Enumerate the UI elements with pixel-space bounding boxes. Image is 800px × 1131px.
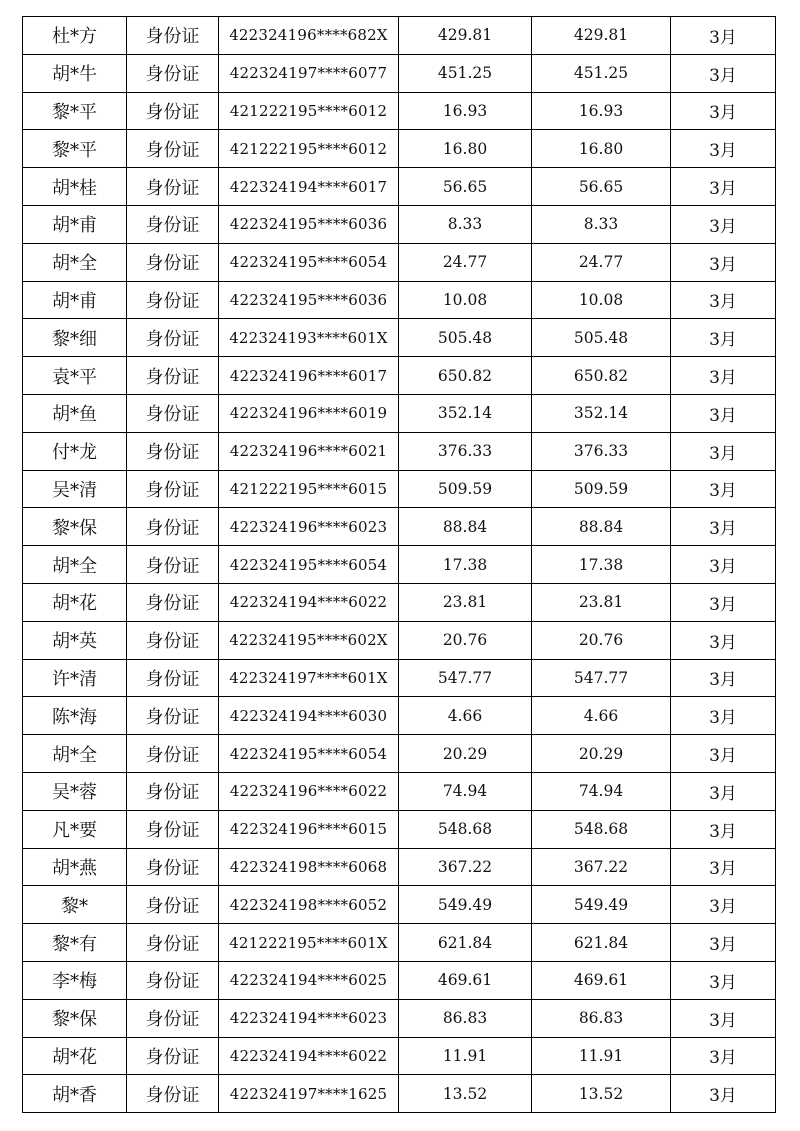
name-cell: 黎*细: [23, 319, 127, 357]
id-type-cell: 身份证: [127, 470, 219, 508]
paid-amount-cell: 17.38: [532, 546, 671, 584]
id-type-cell: 身份证: [127, 130, 219, 168]
paid-amount-cell: 86.83: [532, 999, 671, 1037]
amount-cell: 10.08: [399, 281, 532, 319]
month-cell: 3月: [671, 508, 776, 546]
name-cell: 凡*要: [23, 810, 127, 848]
month-cell: 3月: [671, 659, 776, 697]
id-number-cell: 422324196****6015: [219, 810, 399, 848]
id-number-cell: 421222195****6015: [219, 470, 399, 508]
amount-cell: 17.38: [399, 546, 532, 584]
month-cell: 3月: [671, 243, 776, 281]
id-type-cell: 身份证: [127, 621, 219, 659]
name-cell: 李*梅: [23, 961, 127, 999]
paid-amount-cell: 20.29: [532, 735, 671, 773]
month-cell: 3月: [671, 394, 776, 432]
paid-amount-cell: 549.49: [532, 886, 671, 924]
id-type-cell: 身份证: [127, 999, 219, 1037]
id-type-cell: 身份证: [127, 54, 219, 92]
id-type-cell: 身份证: [127, 319, 219, 357]
id-type-cell: 身份证: [127, 243, 219, 281]
paid-amount-cell: 621.84: [532, 924, 671, 962]
subsidy-table-page: [22, 16, 775, 1113]
id-number-cell: 421222195****6012: [219, 130, 399, 168]
paid-amount-cell: 8.33: [532, 205, 671, 243]
name-cell: 袁*平: [23, 357, 127, 395]
id-number-cell: 422324196****682X: [219, 17, 399, 55]
amount-cell: 20.76: [399, 621, 532, 659]
table-row: [23, 583, 776, 621]
name-cell: 黎*平: [23, 92, 127, 130]
month-cell: 3月: [671, 130, 776, 168]
month-cell: 3月: [671, 999, 776, 1037]
month-cell: 3月: [671, 205, 776, 243]
id-number-cell: 422324195****6054: [219, 243, 399, 281]
id-number-cell: 422324194****6025: [219, 961, 399, 999]
id-number-cell: 422324193****601X: [219, 319, 399, 357]
table-row: [23, 357, 776, 395]
id-number-cell: 422324195****602X: [219, 621, 399, 659]
amount-cell: 352.14: [399, 394, 532, 432]
id-number-cell: 421222195****601X: [219, 924, 399, 962]
amount-cell: 621.84: [399, 924, 532, 962]
id-type-cell: 身份证: [127, 848, 219, 886]
paid-amount-cell: 16.93: [532, 92, 671, 130]
amount-cell: 548.68: [399, 810, 532, 848]
month-cell: 3月: [671, 961, 776, 999]
table-row: [23, 168, 776, 206]
name-cell: 杜*方: [23, 17, 127, 55]
paid-amount-cell: 16.80: [532, 130, 671, 168]
table-row: [23, 470, 776, 508]
amount-cell: 20.29: [399, 735, 532, 773]
month-cell: 3月: [671, 848, 776, 886]
table-row: [23, 848, 776, 886]
id-number-cell: 422324194****6022: [219, 1037, 399, 1075]
amount-cell: 650.82: [399, 357, 532, 395]
id-type-cell: 身份证: [127, 583, 219, 621]
amount-cell: 549.49: [399, 886, 532, 924]
id-number-cell: 422324194****6023: [219, 999, 399, 1037]
name-cell: 陈*海: [23, 697, 127, 735]
amount-cell: 13.52: [399, 1075, 532, 1113]
id-number-cell: 422324196****6022: [219, 772, 399, 810]
amount-cell: 24.77: [399, 243, 532, 281]
month-cell: 3月: [671, 1037, 776, 1075]
id-number-cell: 422324195****6054: [219, 735, 399, 773]
month-cell: 3月: [671, 432, 776, 470]
paid-amount-cell: 429.81: [532, 17, 671, 55]
name-cell: 胡*全: [23, 243, 127, 281]
id-type-cell: 身份证: [127, 1075, 219, 1113]
paid-amount-cell: 376.33: [532, 432, 671, 470]
month-cell: 3月: [671, 583, 776, 621]
id-type-cell: 身份证: [127, 1037, 219, 1075]
amount-cell: 4.66: [399, 697, 532, 735]
amount-cell: 8.33: [399, 205, 532, 243]
table-row: [23, 281, 776, 319]
id-type-cell: 身份证: [127, 735, 219, 773]
name-cell: 黎*保: [23, 999, 127, 1037]
month-cell: 3月: [671, 92, 776, 130]
month-cell: 3月: [671, 924, 776, 962]
amount-cell: 509.59: [399, 470, 532, 508]
paid-amount-cell: 548.68: [532, 810, 671, 848]
paid-amount-cell: 56.65: [532, 168, 671, 206]
table-row: [23, 772, 776, 810]
table-row: [23, 961, 776, 999]
table-row: [23, 1075, 776, 1113]
table-row: [23, 886, 776, 924]
table-row: [23, 394, 776, 432]
paid-amount-cell: 74.94: [532, 772, 671, 810]
amount-cell: 86.83: [399, 999, 532, 1037]
id-type-cell: 身份证: [127, 432, 219, 470]
table-row: [23, 621, 776, 659]
subsidy-table: [22, 16, 776, 1113]
table-row: [23, 546, 776, 584]
name-cell: 胡*英: [23, 621, 127, 659]
table-row: [23, 810, 776, 848]
id-number-cell: 422324197****1625: [219, 1075, 399, 1113]
amount-cell: 11.91: [399, 1037, 532, 1075]
name-cell: 胡*全: [23, 735, 127, 773]
paid-amount-cell: 547.77: [532, 659, 671, 697]
id-type-cell: 身份证: [127, 17, 219, 55]
paid-amount-cell: 10.08: [532, 281, 671, 319]
id-type-cell: 身份证: [127, 394, 219, 432]
amount-cell: 16.80: [399, 130, 532, 168]
paid-amount-cell: 11.91: [532, 1037, 671, 1075]
month-cell: 3月: [671, 886, 776, 924]
month-cell: 3月: [671, 546, 776, 584]
amount-cell: 23.81: [399, 583, 532, 621]
name-cell: 黎*保: [23, 508, 127, 546]
amount-cell: 429.81: [399, 17, 532, 55]
name-cell: 黎*: [23, 886, 127, 924]
id-number-cell: 422324197****601X: [219, 659, 399, 697]
id-type-cell: 身份证: [127, 886, 219, 924]
paid-amount-cell: 20.76: [532, 621, 671, 659]
table-row: [23, 92, 776, 130]
table-row: [23, 130, 776, 168]
table-row: [23, 659, 776, 697]
amount-cell: 74.94: [399, 772, 532, 810]
paid-amount-cell: 505.48: [532, 319, 671, 357]
name-cell: 胡*全: [23, 546, 127, 584]
id-number-cell: 422324197****6077: [219, 54, 399, 92]
paid-amount-cell: 88.84: [532, 508, 671, 546]
name-cell: 胡*香: [23, 1075, 127, 1113]
name-cell: 胡*燕: [23, 848, 127, 886]
table-row: [23, 924, 776, 962]
table-body: [23, 17, 776, 1113]
id-type-cell: 身份证: [127, 546, 219, 584]
table-row: [23, 54, 776, 92]
id-type-cell: 身份证: [127, 168, 219, 206]
name-cell: 胡*牛: [23, 54, 127, 92]
id-number-cell: 422324196****6019: [219, 394, 399, 432]
id-type-cell: 身份证: [127, 697, 219, 735]
paid-amount-cell: 451.25: [532, 54, 671, 92]
month-cell: 3月: [671, 810, 776, 848]
month-cell: 3月: [671, 54, 776, 92]
table-row: [23, 17, 776, 55]
id-number-cell: 422324195****6036: [219, 281, 399, 319]
table-row: [23, 205, 776, 243]
name-cell: 胡*甫: [23, 281, 127, 319]
amount-cell: 469.61: [399, 961, 532, 999]
paid-amount-cell: 650.82: [532, 357, 671, 395]
id-type-cell: 身份证: [127, 205, 219, 243]
name-cell: 胡*花: [23, 1037, 127, 1075]
month-cell: 3月: [671, 735, 776, 773]
month-cell: 3月: [671, 772, 776, 810]
id-type-cell: 身份证: [127, 659, 219, 697]
name-cell: 付*龙: [23, 432, 127, 470]
id-number-cell: 422324195****6054: [219, 546, 399, 584]
name-cell: 胡*桂: [23, 168, 127, 206]
paid-amount-cell: 13.52: [532, 1075, 671, 1113]
id-number-cell: 422324198****6052: [219, 886, 399, 924]
id-number-cell: 422324194****6017: [219, 168, 399, 206]
amount-cell: 88.84: [399, 508, 532, 546]
table-row: [23, 243, 776, 281]
id-number-cell: 422324198****6068: [219, 848, 399, 886]
amount-cell: 376.33: [399, 432, 532, 470]
id-type-cell: 身份证: [127, 924, 219, 962]
name-cell: 黎*有: [23, 924, 127, 962]
paid-amount-cell: 23.81: [532, 583, 671, 621]
table-row: [23, 697, 776, 735]
name-cell: 吴*清: [23, 470, 127, 508]
id-type-cell: 身份证: [127, 961, 219, 999]
amount-cell: 547.77: [399, 659, 532, 697]
paid-amount-cell: 509.59: [532, 470, 671, 508]
amount-cell: 505.48: [399, 319, 532, 357]
name-cell: 胡*鱼: [23, 394, 127, 432]
paid-amount-cell: 24.77: [532, 243, 671, 281]
name-cell: 胡*甫: [23, 205, 127, 243]
month-cell: 3月: [671, 357, 776, 395]
id-type-cell: 身份证: [127, 357, 219, 395]
table-row: [23, 432, 776, 470]
amount-cell: 16.93: [399, 92, 532, 130]
table-row: [23, 319, 776, 357]
table-row: [23, 508, 776, 546]
name-cell: 胡*花: [23, 583, 127, 621]
paid-amount-cell: 352.14: [532, 394, 671, 432]
month-cell: 3月: [671, 697, 776, 735]
name-cell: 吴*蓉: [23, 772, 127, 810]
id-number-cell: 422324196****6023: [219, 508, 399, 546]
amount-cell: 367.22: [399, 848, 532, 886]
month-cell: 3月: [671, 17, 776, 55]
name-cell: 许*清: [23, 659, 127, 697]
paid-amount-cell: 4.66: [532, 697, 671, 735]
table-row: [23, 735, 776, 773]
table-row: [23, 1037, 776, 1075]
id-number-cell: 422324195****6036: [219, 205, 399, 243]
amount-cell: 451.25: [399, 54, 532, 92]
name-cell: 黎*平: [23, 130, 127, 168]
id-number-cell: 421222195****6012: [219, 92, 399, 130]
month-cell: 3月: [671, 1075, 776, 1113]
paid-amount-cell: 367.22: [532, 848, 671, 886]
id-number-cell: 422324196****6021: [219, 432, 399, 470]
id-type-cell: 身份证: [127, 92, 219, 130]
month-cell: 3月: [671, 621, 776, 659]
amount-cell: 56.65: [399, 168, 532, 206]
id-type-cell: 身份证: [127, 508, 219, 546]
month-cell: 3月: [671, 470, 776, 508]
id-number-cell: 422324194****6030: [219, 697, 399, 735]
id-type-cell: 身份证: [127, 281, 219, 319]
month-cell: 3月: [671, 168, 776, 206]
paid-amount-cell: 469.61: [532, 961, 671, 999]
id-type-cell: 身份证: [127, 810, 219, 848]
month-cell: 3月: [671, 281, 776, 319]
id-number-cell: 422324194****6022: [219, 583, 399, 621]
table-row: [23, 999, 776, 1037]
id-number-cell: 422324196****6017: [219, 357, 399, 395]
month-cell: 3月: [671, 319, 776, 357]
id-type-cell: 身份证: [127, 772, 219, 810]
